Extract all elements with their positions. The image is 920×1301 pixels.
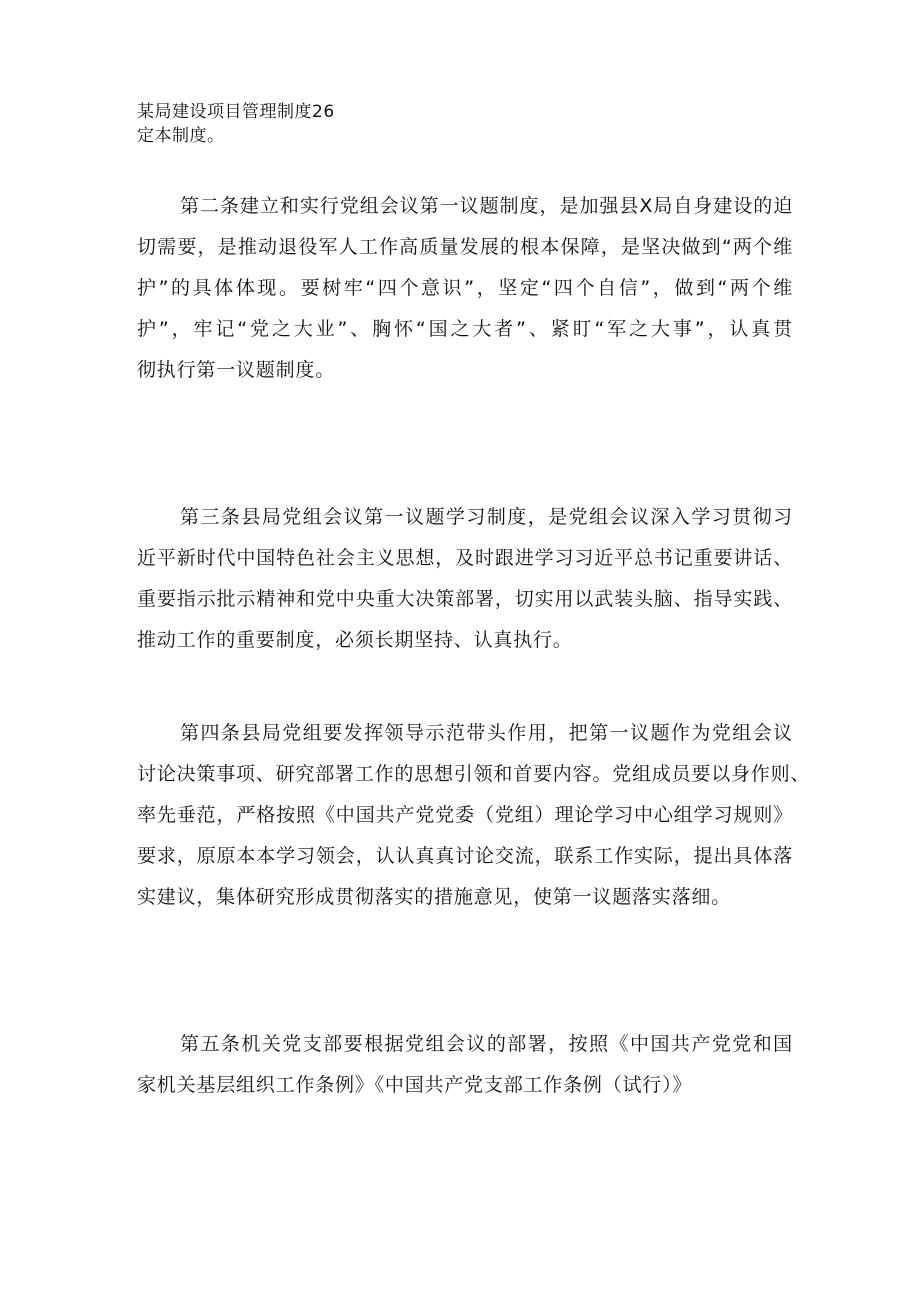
paragraph-line: 第三条县局党组会议第一议题学习制度，是党组会议深入学习贯彻习	[180, 506, 793, 528]
paragraph-line: 第二条建立和实行党组会议第一议题制度，是加强县X局自身建设的迫	[180, 195, 793, 217]
paragraph-line: 重要指示批示精神和党中央重大决策部署，切实用以武装头脑、指导实践、	[137, 588, 793, 610]
article-5-paragraph	[137, 1024, 793, 1106]
paragraph-line: 彻执行第一议题制度。	[137, 359, 336, 381]
paragraph-line: 实建议，集体研究形成贯彻落实的措施意见，使第一议题落实落细。	[137, 886, 732, 908]
header-continuation: 定本制度。	[137, 126, 225, 146]
paragraph-line: 要求，原原本本学习领会，认认真真讨论交流，联系工作实际，提出具体落	[137, 845, 793, 867]
paragraph-line: 护”，牢记“党之大业”、胸怀“国之大者”、紧盯“军之大事”，认真贯	[137, 318, 793, 340]
paragraph-line: 近平新时代中国特色社会主义思想，及时跟进学习习近平总书记重要讲话、	[137, 547, 793, 569]
header-title: 某局建设项目管理制度26	[137, 102, 335, 122]
paragraph-line: 推动工作的重要制度，必须长期坚持、认真执行。	[137, 629, 573, 651]
paragraph-line: 第四条县局党组要发挥领导示范带头作用，把第一议题作为党组会议	[180, 722, 793, 744]
paragraph-line: 家机关基层组织工作条例》《中国共产党支部工作条例（试行）》	[137, 1074, 693, 1096]
document-header	[137, 100, 335, 148]
paragraph-line: 讨论决策事项、研究部署工作的思想引领和首要内容。党组成员要以身作则、	[137, 763, 811, 785]
paragraph-line: 护”的具体体现。要树牢“四个意识”，坚定“四个自信”，做到“两个维	[137, 277, 793, 299]
article-3-paragraph	[137, 497, 793, 661]
paragraph-line: 率先垂范，严格按照《中国共产党党委（党组）理论学习中心组学习规则》	[137, 804, 793, 826]
article-2-paragraph	[137, 186, 793, 391]
article-4-paragraph	[137, 713, 811, 918]
paragraph-line: 第五条机关党支部要根据党组会议的部署，按照《中国共产党党和国	[180, 1033, 793, 1055]
paragraph-line: 切需要，是推动退役军人工作高质量发展的根本保障，是坚决做到“两个维	[137, 236, 793, 258]
